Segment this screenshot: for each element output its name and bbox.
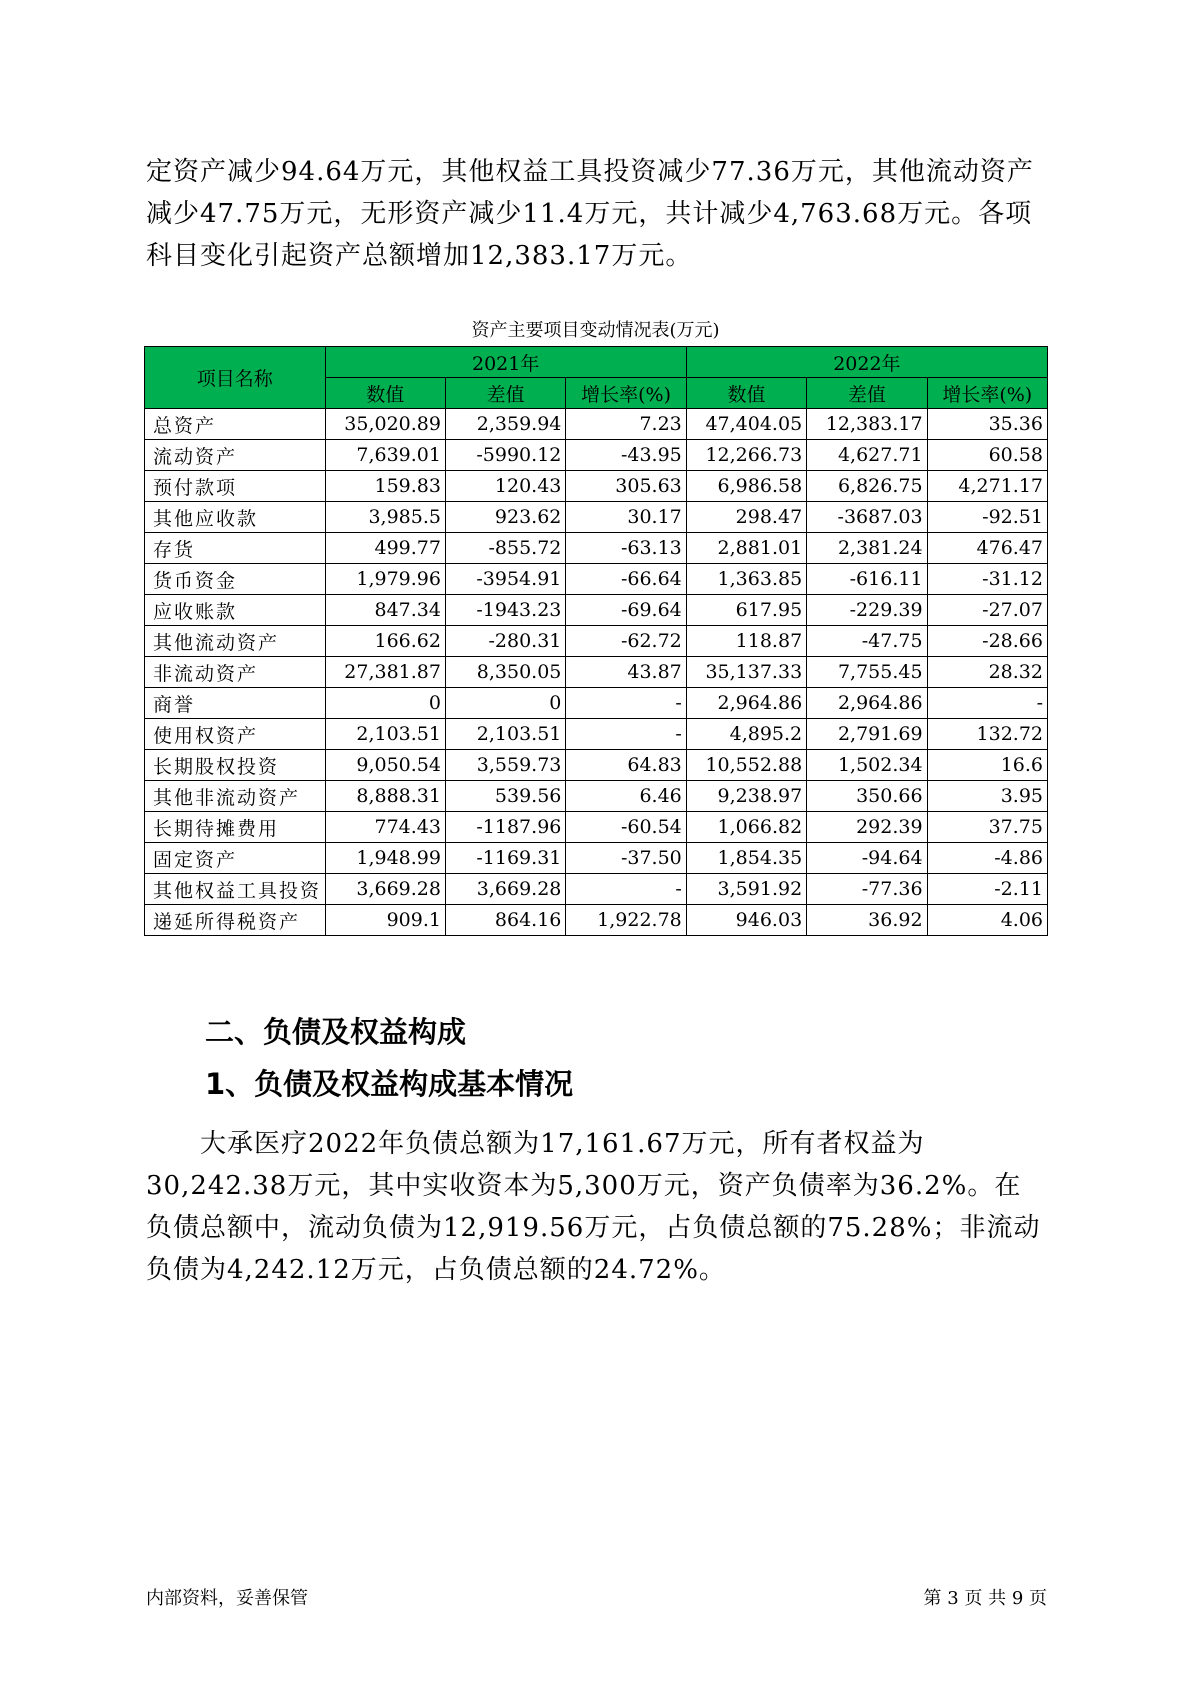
subheader-growth-2022: 增长率(%) <box>927 378 1047 409</box>
cell-value: 0 <box>325 688 445 719</box>
table-row <box>145 533 1048 564</box>
cell-value: 27,381.87 <box>325 657 445 688</box>
cell-value: 120.43 <box>445 471 565 502</box>
body-paragraph-1: 定资产减少94.64万元，其他权益工具投资减少77.36万元，其他流动资产减少47.75万元，无形资产减少11.4万元，共计减少4,763.68万元。各项科目变化引起资产总额增加12,383.17万元。 <box>146 157 1034 271</box>
cell-value: 4,271.17 <box>927 471 1047 502</box>
subsection-heading: 1、负债及权益构成基本情况 <box>205 1067 574 1101</box>
cell-value: 2,964.86 <box>807 688 927 719</box>
table-row <box>145 843 1048 874</box>
cell-value: 3,559.73 <box>445 750 565 781</box>
row-label: 固定资产 <box>145 843 326 874</box>
cell-value: 30.17 <box>566 502 686 533</box>
cell-value: -77.36 <box>807 874 927 905</box>
cell-value: 28.32 <box>927 657 1047 688</box>
cell-value: -855.72 <box>445 533 565 564</box>
cell-value: 166.62 <box>325 626 445 657</box>
row-label: 预付款项 <box>145 471 326 502</box>
cell-value: -66.64 <box>566 564 686 595</box>
cell-value: 2,381.24 <box>807 533 927 564</box>
cell-value: -43.95 <box>566 440 686 471</box>
cell-value: -28.66 <box>927 626 1047 657</box>
cell-value: 3,669.28 <box>325 874 445 905</box>
cell-value: 6.46 <box>566 781 686 812</box>
cell-value: -5990.12 <box>445 440 565 471</box>
cell-value: -63.13 <box>566 533 686 564</box>
cell-value: 9,050.54 <box>325 750 445 781</box>
cell-value: -280.31 <box>445 626 565 657</box>
cell-value: 12,266.73 <box>686 440 806 471</box>
cell-value: -1169.31 <box>445 843 565 874</box>
cell-value: 774.43 <box>325 812 445 843</box>
cell-value: -1187.96 <box>445 812 565 843</box>
cell-value: 864.16 <box>445 905 565 936</box>
cell-value: 617.95 <box>686 595 806 626</box>
table-row <box>145 409 1048 440</box>
row-label: 流动资产 <box>145 440 326 471</box>
cell-value: 47,404.05 <box>686 409 806 440</box>
cell-value: 2,964.86 <box>686 688 806 719</box>
row-label: 商誉 <box>145 688 326 719</box>
cell-value: 7.23 <box>566 409 686 440</box>
cell-value: 2,881.01 <box>686 533 806 564</box>
cell-value: 298.47 <box>686 502 806 533</box>
table-row <box>145 626 1048 657</box>
table-row <box>145 657 1048 688</box>
cell-value: -60.54 <box>566 812 686 843</box>
cell-value: 3,985.5 <box>325 502 445 533</box>
table-body <box>145 409 1048 936</box>
cell-value: -229.39 <box>807 595 927 626</box>
row-label: 长期待摊费用 <box>145 812 326 843</box>
cell-value: 2,359.94 <box>445 409 565 440</box>
cell-value: -1943.23 <box>445 595 565 626</box>
table-row <box>145 812 1048 843</box>
cell-value: 37.75 <box>927 812 1047 843</box>
table-caption: 资产主要项目变动情况表(万元) <box>471 320 720 341</box>
cell-value: - <box>927 688 1047 719</box>
cell-value: -2.11 <box>927 874 1047 905</box>
row-label: 其他流动资产 <box>145 626 326 657</box>
cell-value: 350.66 <box>807 781 927 812</box>
cell-value: -69.64 <box>566 595 686 626</box>
cell-value: -47.75 <box>807 626 927 657</box>
row-label: 使用权资产 <box>145 719 326 750</box>
cell-value: 35,137.33 <box>686 657 806 688</box>
table-row <box>145 471 1048 502</box>
cell-value: 43.87 <box>566 657 686 688</box>
cell-value: 1,948.99 <box>325 843 445 874</box>
cell-value: 305.63 <box>566 471 686 502</box>
cell-value: - <box>566 688 686 719</box>
cell-value: 132.72 <box>927 719 1047 750</box>
subheader-diff-2021: 差值 <box>445 378 565 409</box>
cell-value: 2,791.69 <box>807 719 927 750</box>
cell-value: 4.06 <box>927 905 1047 936</box>
cell-value: 2,103.51 <box>325 719 445 750</box>
subheader-value-2021: 数值 <box>325 378 445 409</box>
section-heading: 二、负债及权益构成 <box>205 1015 467 1049</box>
cell-value: 1,363.85 <box>686 564 806 595</box>
body-paragraph-2: 大承医疗2022年负债总额为17,161.67万元，所有者权益为30,242.38万元，其中实收资本为5,300万元，资产负债率为36.2%。在负债总额中，流动负债为12,919.56万元，占负债总额的75.28%；非流动负债为4,242.12万元，占负债总额的24.72%。 <box>146 1129 1041 1285</box>
row-label: 货币资金 <box>145 564 326 595</box>
cell-value: 499.77 <box>325 533 445 564</box>
cell-value: -92.51 <box>927 502 1047 533</box>
cell-value: 9,238.97 <box>686 781 806 812</box>
cell-value: -4.86 <box>927 843 1047 874</box>
header-year-2022: 2022年 <box>686 347 1047 378</box>
cell-value: 1,502.34 <box>807 750 927 781</box>
cell-value: 946.03 <box>686 905 806 936</box>
table-row <box>145 874 1048 905</box>
table-row <box>145 595 1048 626</box>
cell-value: 118.87 <box>686 626 806 657</box>
subheader-growth-2021: 增长率(%) <box>566 378 686 409</box>
cell-value: 292.39 <box>807 812 927 843</box>
cell-value: 8,888.31 <box>325 781 445 812</box>
cell-value: 6,986.58 <box>686 471 806 502</box>
cell-value: 3,669.28 <box>445 874 565 905</box>
cell-value: 8,350.05 <box>445 657 565 688</box>
cell-value: 4,895.2 <box>686 719 806 750</box>
table-row <box>145 781 1048 812</box>
cell-value: 12,383.17 <box>807 409 927 440</box>
cell-value: -62.72 <box>566 626 686 657</box>
cell-value: -3954.91 <box>445 564 565 595</box>
row-label: 存货 <box>145 533 326 564</box>
cell-value: -27.07 <box>927 595 1047 626</box>
cell-value: 923.62 <box>445 502 565 533</box>
cell-value: 7,755.45 <box>807 657 927 688</box>
row-label: 总资产 <box>145 409 326 440</box>
table-row <box>145 688 1048 719</box>
cell-value: 909.1 <box>325 905 445 936</box>
cell-value: 36.92 <box>807 905 927 936</box>
footer-confidential-note: 内部资料，妥善保管 <box>146 1588 308 1609</box>
cell-value: 1,979.96 <box>325 564 445 595</box>
asset-change-table <box>144 346 1048 936</box>
cell-value: 35.36 <box>927 409 1047 440</box>
cell-value: 2,103.51 <box>445 719 565 750</box>
cell-value: -31.12 <box>927 564 1047 595</box>
cell-value: - <box>566 719 686 750</box>
cell-value: 476.47 <box>927 533 1047 564</box>
cell-value: 847.34 <box>325 595 445 626</box>
cell-value: 64.83 <box>566 750 686 781</box>
cell-value: -616.11 <box>807 564 927 595</box>
cell-value: 7,639.01 <box>325 440 445 471</box>
cell-value: 1,066.82 <box>686 812 806 843</box>
cell-value: 6,826.75 <box>807 471 927 502</box>
table-row <box>145 502 1048 533</box>
cell-value: 10,552.88 <box>686 750 806 781</box>
cell-value: 0 <box>445 688 565 719</box>
cell-value: 159.83 <box>325 471 445 502</box>
subheader-value-2022: 数值 <box>686 378 806 409</box>
cell-value: 4,627.71 <box>807 440 927 471</box>
cell-value: 1,854.35 <box>686 843 806 874</box>
row-label: 长期股权投资 <box>145 750 326 781</box>
table-row <box>145 719 1048 750</box>
row-label: 递延所得税资产 <box>145 905 326 936</box>
cell-value: -37.50 <box>566 843 686 874</box>
cell-value: 3.95 <box>927 781 1047 812</box>
table-row <box>145 905 1048 936</box>
header-item-name: 项目名称 <box>145 347 326 409</box>
cell-value: 3,591.92 <box>686 874 806 905</box>
footer-page-number: 第 3 页 共 9 页 <box>923 1588 1047 1609</box>
row-label: 其他应收款 <box>145 502 326 533</box>
subheader-diff-2022: 差值 <box>807 378 927 409</box>
cell-value: 539.56 <box>445 781 565 812</box>
cell-value: -3687.03 <box>807 502 927 533</box>
row-label: 其他权益工具投资 <box>145 874 326 905</box>
row-label: 其他非流动资产 <box>145 781 326 812</box>
row-label: 应收账款 <box>145 595 326 626</box>
cell-value: 16.6 <box>927 750 1047 781</box>
table-row <box>145 564 1048 595</box>
cell-value: - <box>566 874 686 905</box>
cell-value: 35,020.89 <box>325 409 445 440</box>
header-year-2021: 2021年 <box>325 347 686 378</box>
cell-value: -94.64 <box>807 843 927 874</box>
cell-value: 1,922.78 <box>566 905 686 936</box>
cell-value: 60.58 <box>927 440 1047 471</box>
row-label: 非流动资产 <box>145 657 326 688</box>
table-row <box>145 440 1048 471</box>
table-row <box>145 750 1048 781</box>
